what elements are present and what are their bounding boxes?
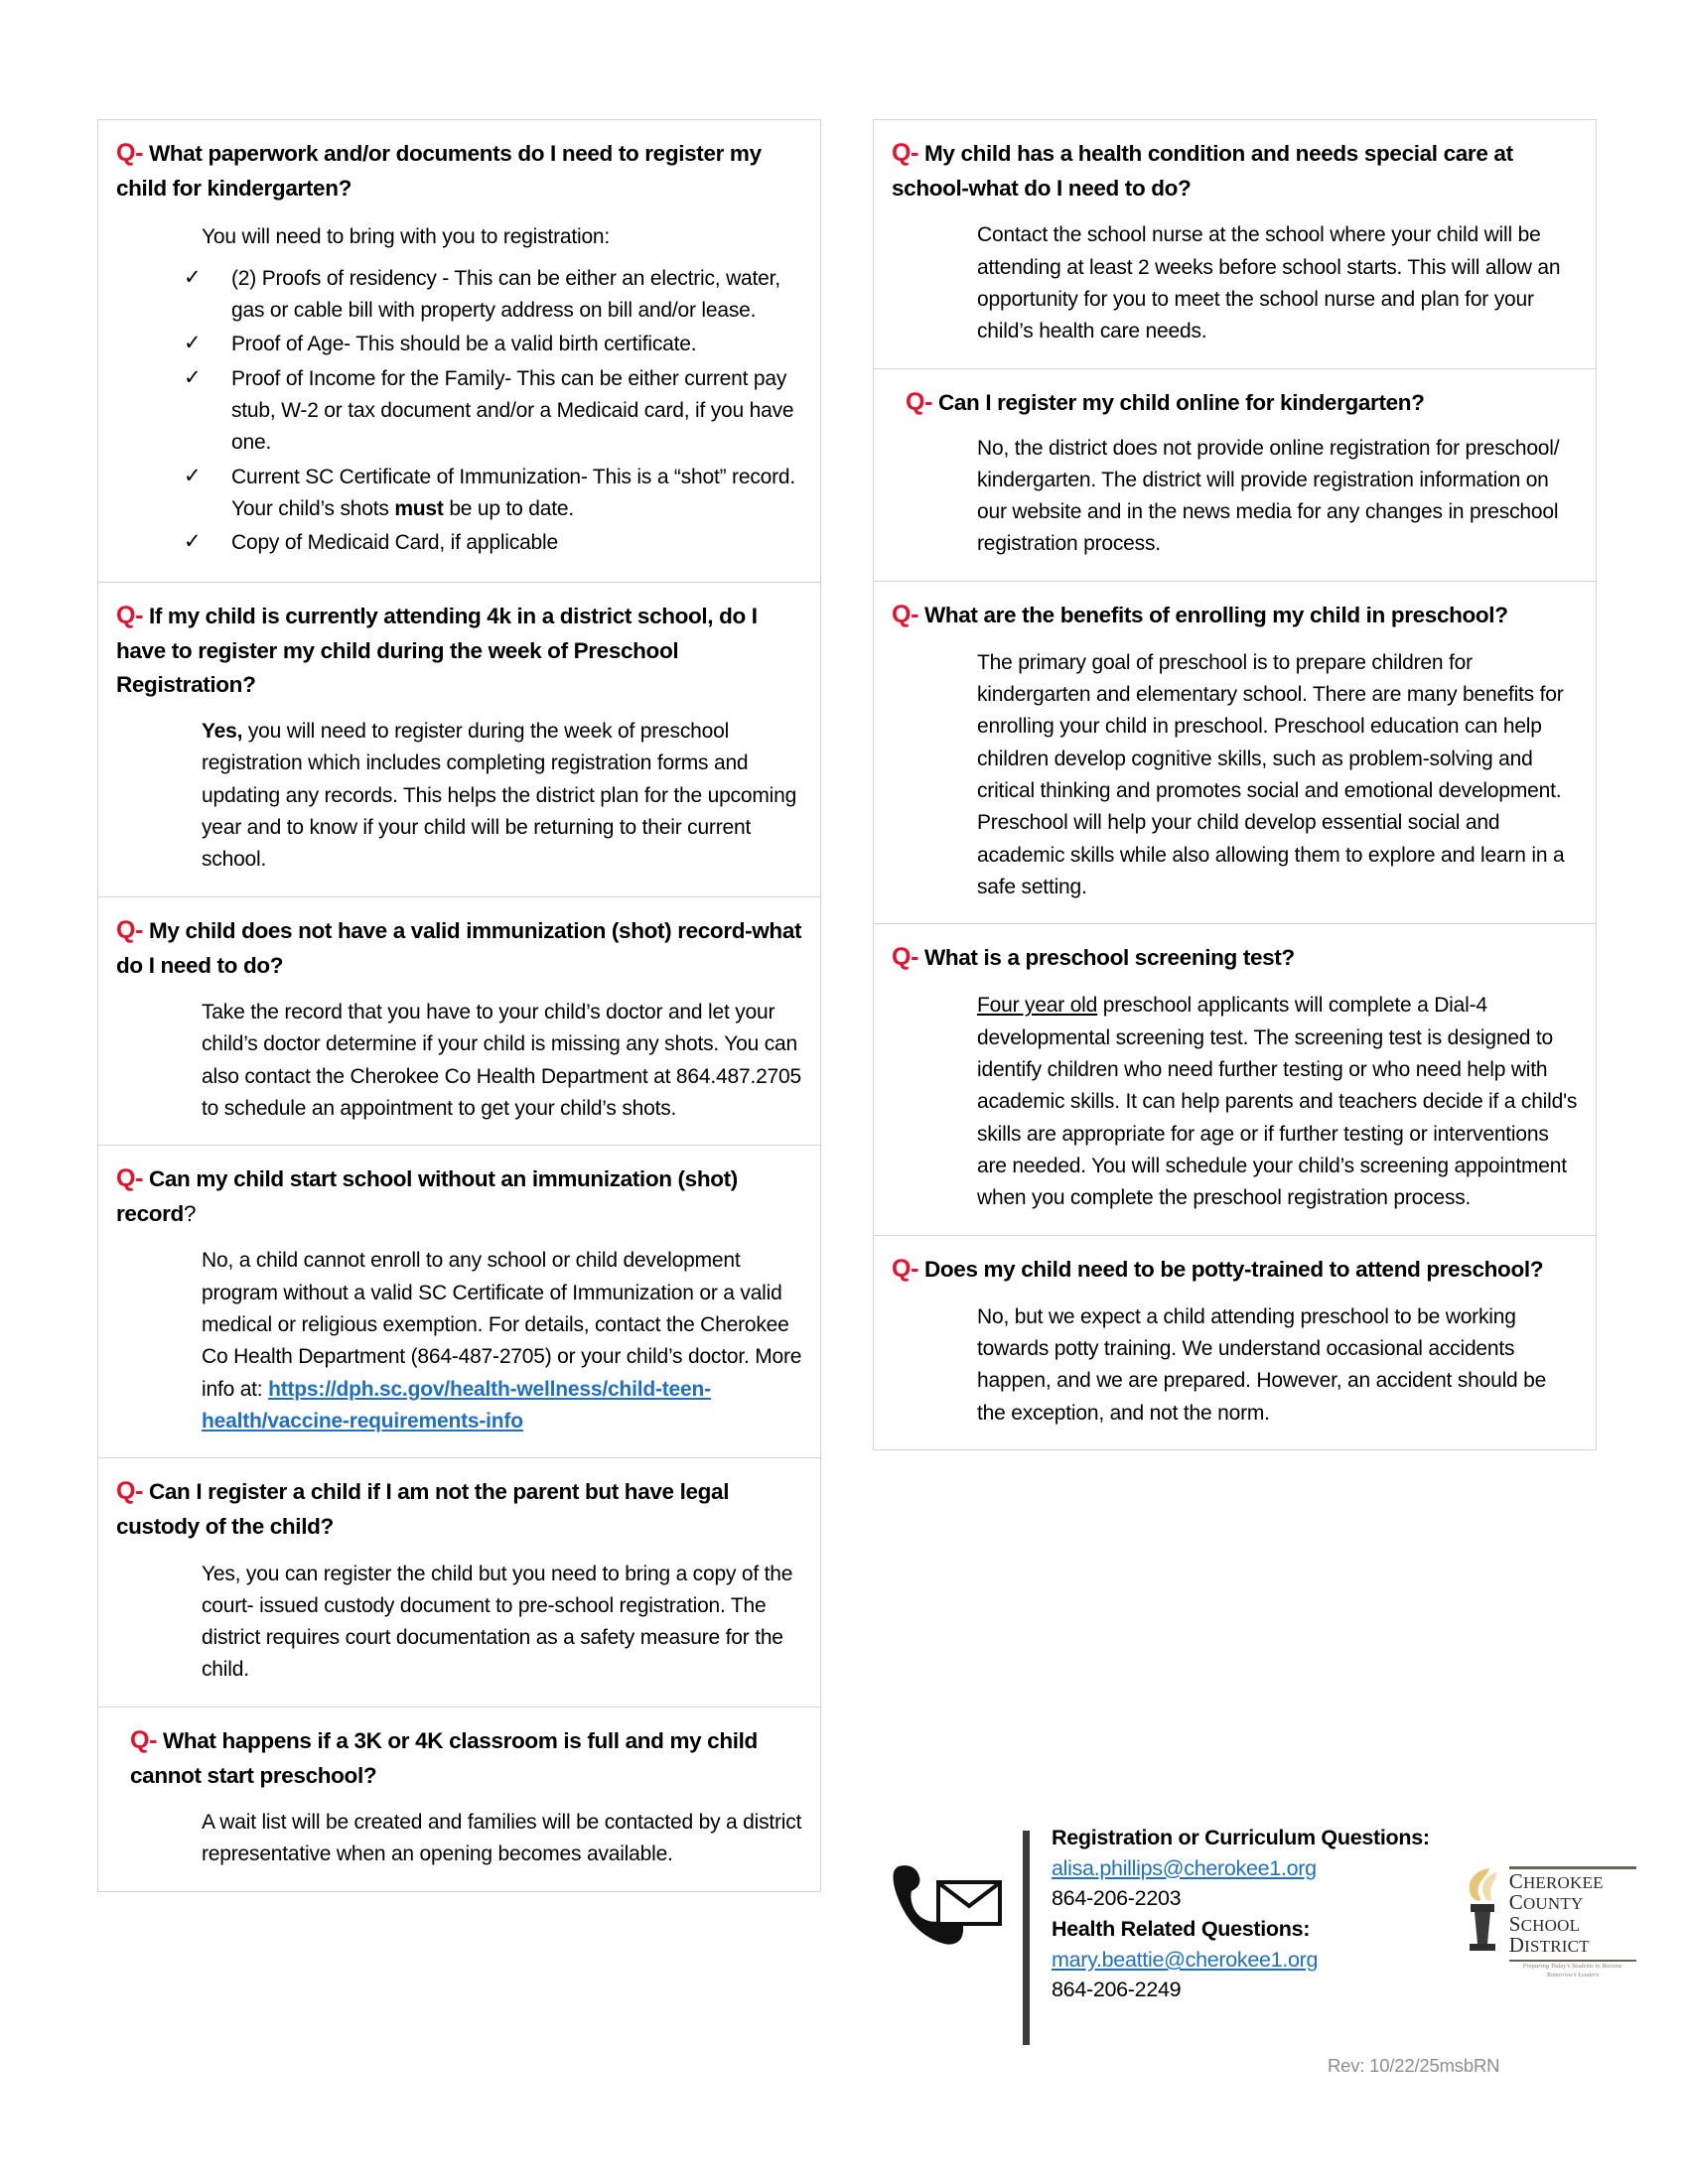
q-prefix: Q- bbox=[892, 1254, 919, 1283]
phone-envelope-icon-group bbox=[889, 1858, 1008, 1950]
answer-text bbox=[202, 1245, 802, 1437]
list-item-text: Copy of Medicaid Card, if applicable bbox=[231, 531, 558, 555]
contact-footer bbox=[874, 1823, 1622, 2045]
answer-text: Yes, you can register the child but you need to bring a copy of the court- issued custody document to pre-school registration. The district requires court documentation as a safety measure for the child. bbox=[202, 1562, 793, 1682]
question-label: Can I register my child online for kindergarten? bbox=[937, 389, 1425, 415]
answer-body: preschool applicants will complete a Dial-4 developmental screening test. The screening test is designed to identify children who need further testing or who need help with academic skills. It can help parents and teachers decide if a child's skills are appropriate for age or if further testing or interventions are needed. You will schedule your child’s screening appointment when you complete the preschool registration process. bbox=[977, 994, 1578, 1210]
question-label-tail: ? bbox=[183, 1201, 197, 1227]
district-logo-text bbox=[1509, 1864, 1636, 1980]
answer-text: Take the record that you have to your child’s doctor and let your child’s doctor determine if your child is missing any shots. You can also contact the Cherokee Co Health Department at 864.487.2705 to schedule an appointment to get your child’s shots. bbox=[202, 1000, 801, 1120]
health-questions-heading: Health Related Questions: bbox=[1052, 1917, 1311, 1942]
checkmark-icon: ✓ bbox=[184, 365, 202, 389]
logo-name-lines bbox=[1509, 1871, 1636, 1957]
answer-text: A wait list will be created and families will be contacted by a district representative when an opening becomes available. bbox=[202, 1811, 802, 1866]
registration-phone-number: 864-206-2203 bbox=[1052, 1886, 1182, 1911]
logo-line-cherokee: CHEROKEE bbox=[1508, 1869, 1604, 1893]
checkmark-icon: ✓ bbox=[184, 530, 202, 554]
checkmark-icon: ✓ bbox=[184, 332, 202, 355]
q-prefix: Q- bbox=[130, 1725, 158, 1754]
requirements-list bbox=[176, 263, 802, 560]
question-text bbox=[892, 596, 1578, 633]
q-prefix: Q- bbox=[906, 387, 933, 416]
answer-intro: You will need to bring with you to registration: bbox=[202, 225, 611, 249]
q-prefix: Q- bbox=[892, 943, 919, 972]
question-text bbox=[892, 134, 1578, 205]
answer-text bbox=[202, 716, 802, 877]
qa-block bbox=[873, 923, 1597, 1234]
answer-body: No, a child cannot enroll to any school or child development program without a valid SC Certificate of Immunization or a valid medical or religious exemption. For details, contact the Cherokee Co Health Department (864-487-2705) or your child’s doctor. More info at: bbox=[202, 1249, 802, 1401]
question-label: What paperwork and/or documents do I need to register my child for kindergarten? bbox=[116, 141, 762, 201]
q-prefix: Q- bbox=[116, 139, 144, 167]
question-text bbox=[116, 1160, 802, 1231]
logo-line-school: SCHOOL bbox=[1508, 1911, 1581, 1936]
envelope-icon bbox=[938, 1882, 1000, 1924]
registration-questions-heading: Registration or Curriculum Questions: bbox=[1052, 1826, 1430, 1849]
vertical-divider bbox=[1023, 1831, 1030, 2045]
logo-top-rule bbox=[1509, 1866, 1636, 1869]
left-column bbox=[97, 119, 821, 1892]
answer-text bbox=[977, 990, 1578, 1214]
district-logo bbox=[1460, 1864, 1636, 1980]
qa-block bbox=[97, 1457, 821, 1706]
checkmark-icon: ✓ bbox=[184, 265, 202, 289]
answer-text: No, but we expect a child attending preschool to be working towards potty training. We understand occasional accidents happen, and we are prepared. However, an accident should be the exception, and not the norm. bbox=[977, 1304, 1547, 1425]
list-item bbox=[176, 329, 802, 360]
question-label: What are the benefits of enrolling my child in preschool? bbox=[923, 602, 1508, 627]
vaccine-requirements-link[interactable]: https://dph.sc.gov/health-wellness/child-teen-health/vaccine-requirements-info bbox=[202, 1377, 711, 1433]
list-item-text: Proof of Income for the Family- This can be either current pay stub, W-2 or tax document and/or a Medicaid card, if you have one. bbox=[231, 366, 794, 455]
q-prefix: Q- bbox=[892, 139, 919, 167]
qa-block bbox=[97, 1706, 821, 1892]
answer-emphasis: Yes, bbox=[202, 720, 243, 744]
contact-icons bbox=[874, 1823, 1023, 1950]
logo-line-district: DISTRICT bbox=[1508, 1933, 1590, 1958]
question-label: Does my child need to be potty-trained to attend preschool? bbox=[923, 1256, 1544, 1282]
list-item bbox=[176, 462, 802, 526]
question-text bbox=[892, 1250, 1578, 1288]
question-label: Can I register a child if I am not the parent but have legal custody of the child? bbox=[116, 1479, 730, 1540]
qa-block bbox=[873, 581, 1597, 924]
question-label: My child has a health condition and needs special care at school-what do I need to do? bbox=[892, 141, 1513, 201]
torch-icon bbox=[1460, 1864, 1505, 1960]
answer-text: No, the district does not provide online registration for preschool/ kindergarten. The district will provide registration information on our website and in the news media for any changes in preschool registration process. bbox=[977, 436, 1560, 556]
health-email-link[interactable]: mary.beattie@cherokee1.org bbox=[1052, 1947, 1319, 1972]
list-item-text: (2) Proofs of residency - This can be either an electric, water, gas or cable bill with property address on bill and/or lease. bbox=[231, 266, 780, 323]
question-text bbox=[116, 1472, 802, 1544]
list-item bbox=[176, 363, 802, 460]
question-text bbox=[892, 383, 1578, 421]
registration-email-link[interactable]: alisa.phillips@cherokee1.org bbox=[1052, 1855, 1317, 1880]
question-label: If my child is currently attending 4k in a district school, do I have to register my child during the week of Preschool Registration? bbox=[116, 603, 758, 697]
q-prefix: Q- bbox=[116, 1477, 144, 1506]
answer-body: you will need to register during the week of preschool registration which includes completing registration forms and updating any records. This helps the district plan for the upcoming year and to know if your child will be returning to their current school. bbox=[202, 720, 797, 872]
list-item-text-pre: Current SC Certificate of Immunization- This is a “shot” record. Your child’s shots bbox=[231, 465, 796, 520]
qa-block bbox=[873, 368, 1597, 581]
qa-block bbox=[873, 119, 1597, 368]
question-label: My child does not have a valid immunization (shot) record-what do I need to do? bbox=[116, 917, 802, 978]
q-prefix: Q- bbox=[116, 915, 144, 944]
list-item-text-post: be up to date. bbox=[443, 496, 574, 520]
logo-line-county: COUNTY bbox=[1508, 1890, 1584, 1915]
answer-underlined-term: Four year old bbox=[977, 994, 1098, 1018]
answer-text: Contact the school nurse at the school where your child will be attending at least 2 weeks before school starts. This will allow an opportunity for you to meet the school nurse and plan for your child’s health care needs. bbox=[977, 223, 1561, 343]
qa-block bbox=[873, 1235, 1597, 1450]
logo-tagline: Preparing Today’s Students to Become Tomorrow’s Leaders bbox=[1522, 1962, 1622, 1979]
two-column-layout bbox=[97, 119, 1597, 1892]
q-prefix: Q- bbox=[116, 1164, 144, 1193]
list-item bbox=[176, 527, 802, 559]
question-text bbox=[116, 134, 802, 205]
question-text bbox=[116, 911, 802, 983]
contact-details bbox=[1030, 1823, 1430, 2006]
right-column bbox=[873, 119, 1597, 1450]
question-text bbox=[892, 938, 1578, 976]
qa-block bbox=[97, 896, 821, 1146]
health-phone-number: 864-206-2249 bbox=[1052, 1978, 1182, 2002]
answer-text: The primary goal of preschool is to prepare children for kindergarten and elementary school. There are many benefits for enrolling your child in preschool. Preschool education can help children develop cognitive skills, such as problem-solving and critical thinking and promotes social and emotional development. Preschool will help your child develop essential social and academic skills while also allowing them to explore and learn in a safe setting. bbox=[977, 650, 1565, 899]
list-item-text: Proof of Age- This should be a valid birth certificate. bbox=[231, 333, 697, 356]
checkmark-icon: ✓ bbox=[184, 464, 202, 487]
revision-stamp: Rev: 10/22/25msbRN bbox=[1328, 2055, 1500, 2076]
question-text bbox=[116, 1721, 802, 1793]
list-item-emphasis: must bbox=[394, 496, 444, 520]
qa-block bbox=[97, 119, 821, 582]
question-label: What happens if a 3K or 4K classroom is full and my child cannot start preschool? bbox=[130, 1727, 758, 1788]
q-prefix: Q- bbox=[116, 601, 144, 629]
question-text bbox=[116, 597, 802, 702]
q-prefix: Q- bbox=[892, 600, 919, 628]
qa-block bbox=[97, 582, 821, 896]
question-label: What is a preschool screening test? bbox=[923, 945, 1295, 971]
question-label: Can my child start school without an immunization (shot) record bbox=[116, 1166, 738, 1227]
list-item bbox=[176, 263, 802, 328]
qa-block bbox=[97, 1145, 821, 1457]
